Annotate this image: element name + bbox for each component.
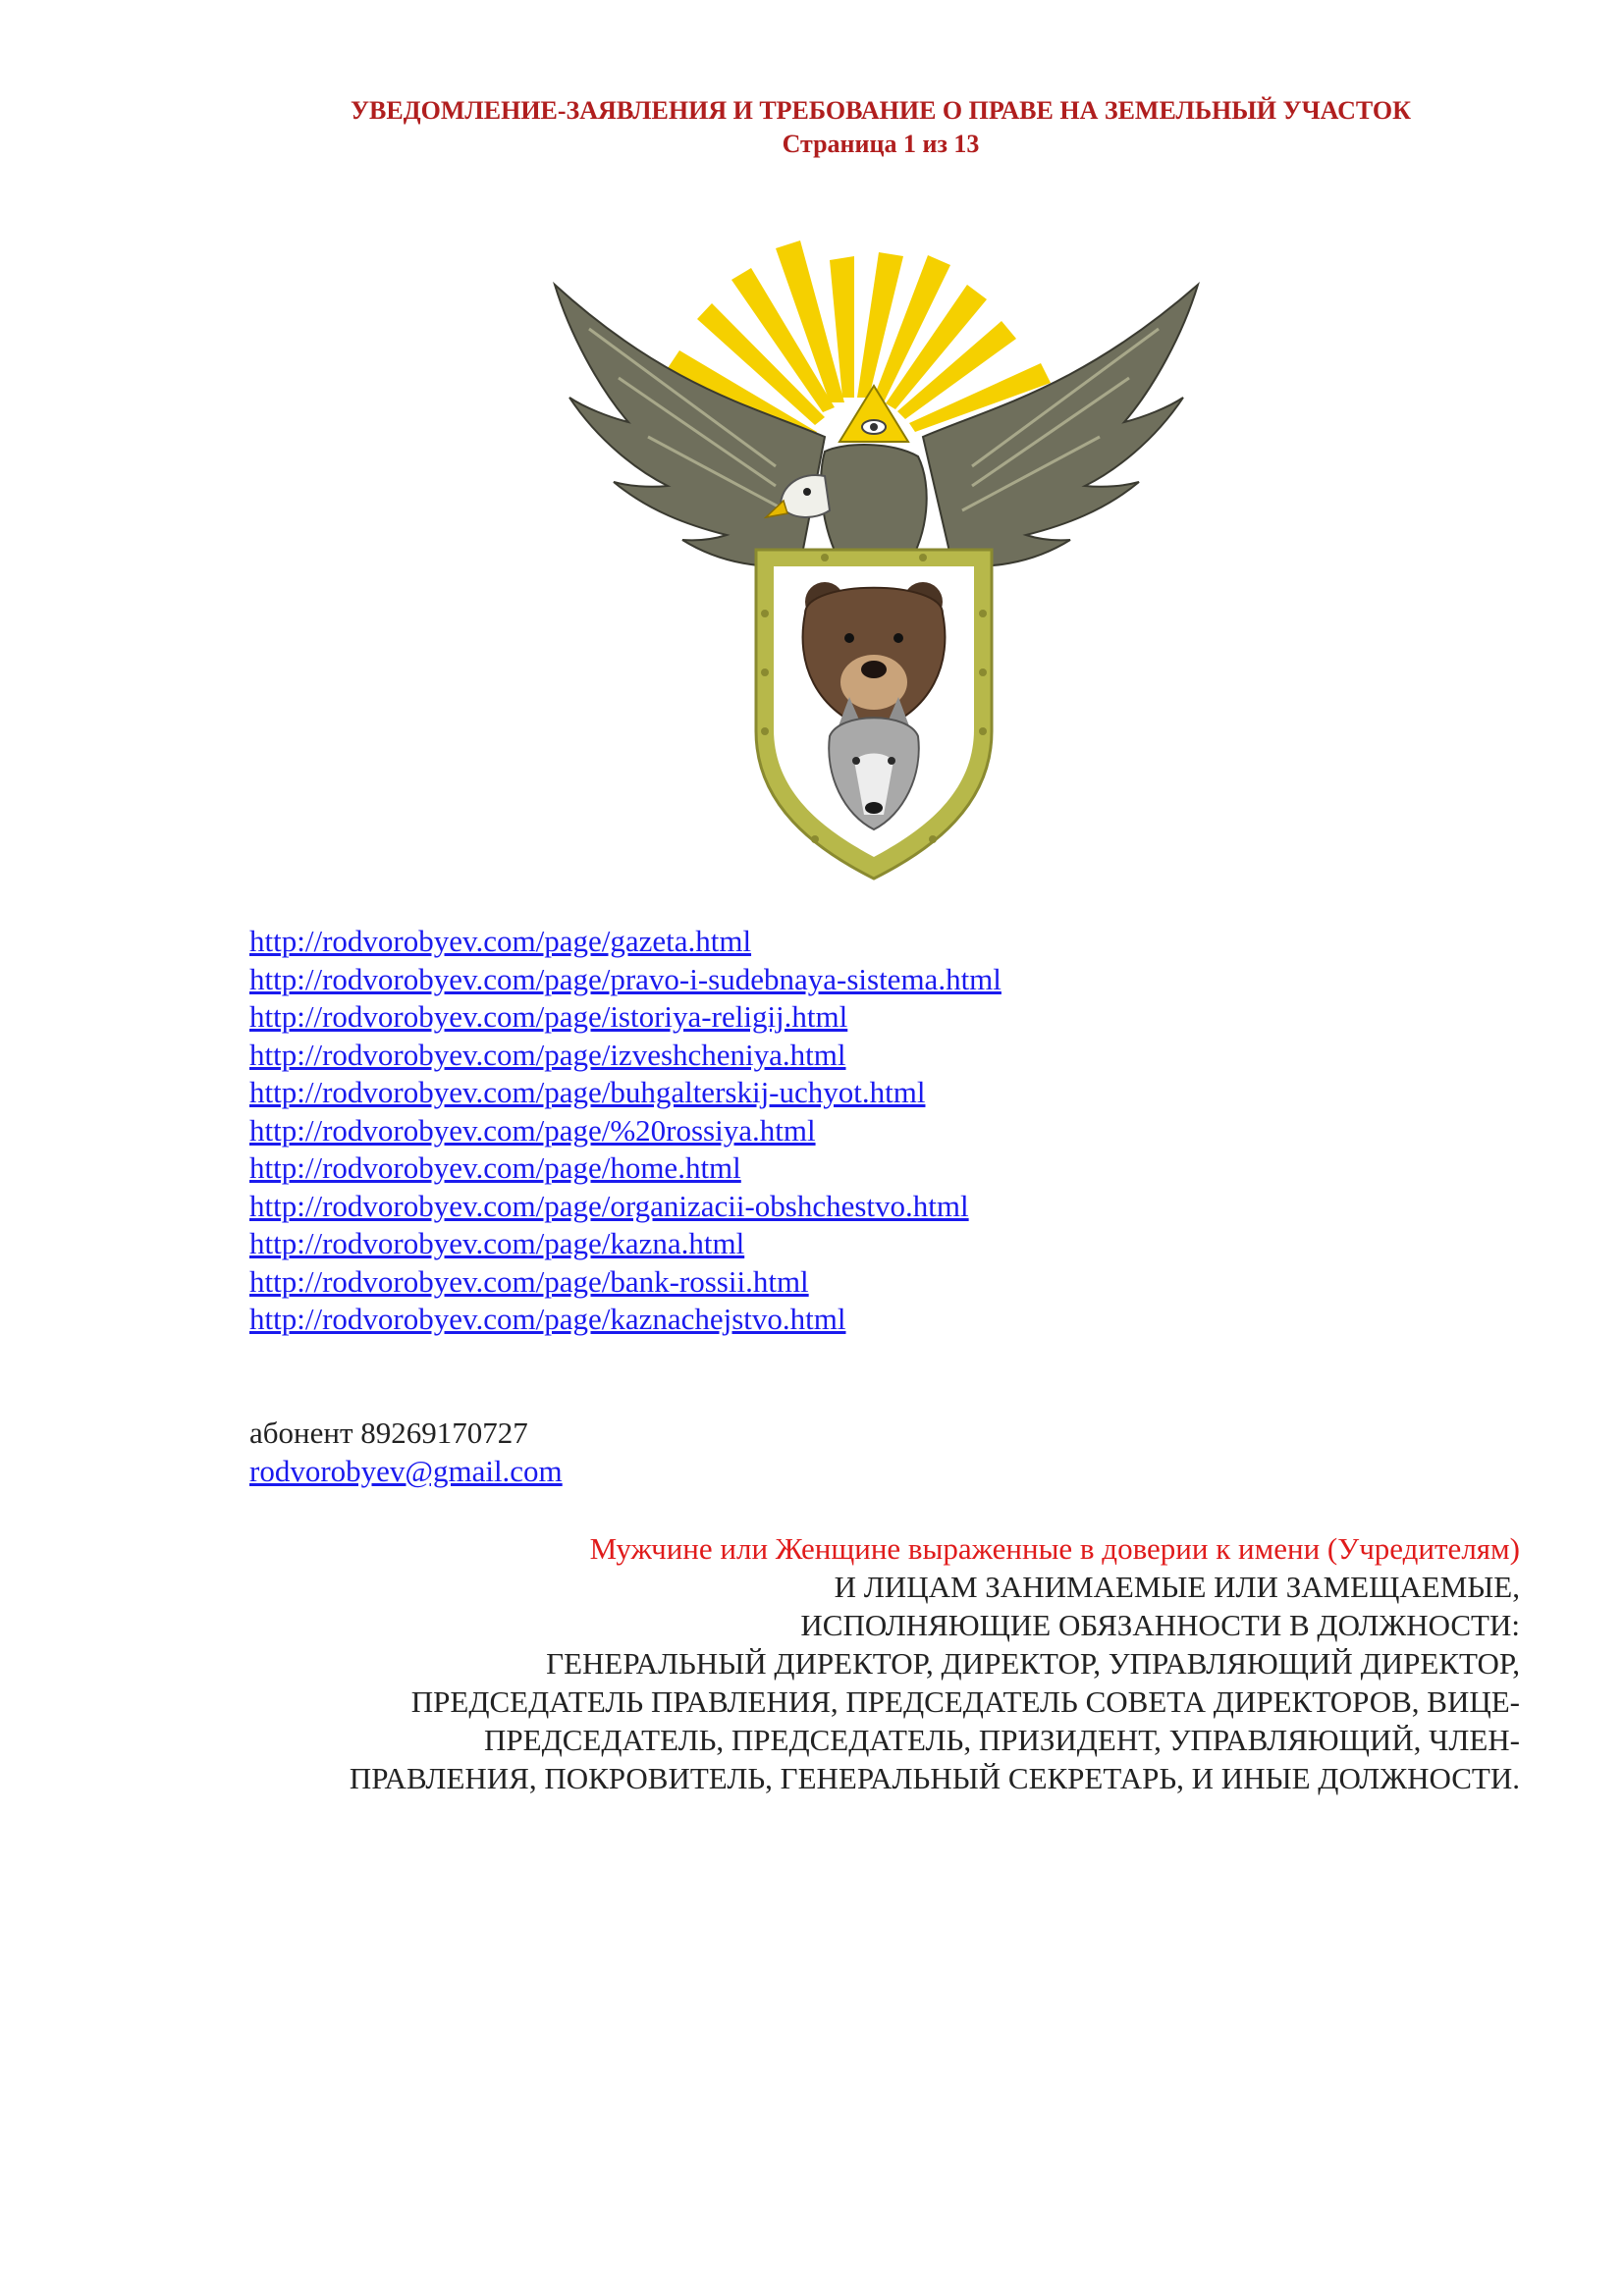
email-link[interactable]: rodvorobyev@gmail.com bbox=[249, 1453, 563, 1488]
link-istoriya-religij[interactable]: http://rodvorobyev.com/page/istoriya-religij.html bbox=[249, 999, 848, 1034]
link-bank-rossii[interactable]: http://rodvorobyev.com/page/bank-rossii.html bbox=[249, 1263, 809, 1299]
link-kazna[interactable]: http://rodvorobyev.com/page/kazna.html bbox=[249, 1226, 745, 1260]
link-rossiya[interactable]: http://rodvorobyev.com/page/%20rossiya.html bbox=[249, 1112, 816, 1148]
contact-block bbox=[249, 1415, 563, 1490]
link-izveshcheniya[interactable]: http://rodvorobyev.com/page/izveshcheniya.html bbox=[249, 1037, 846, 1072]
addressee-line-3: ИСПОЛНЯЮЩИЕ ОБЯЗАННОСТИ В ДОЛЖНОСТИ: bbox=[800, 1608, 1520, 1642]
link-pravo-i-sudebnaya-sistema[interactable]: http://rodvorobyev.com/page/pravo-i-sudebnaya-sistema.html bbox=[249, 961, 1001, 996]
addressee-line-1: Мужчине или Женщине выраженные в доверии к имени (Учредителям) bbox=[589, 1531, 1520, 1566]
addressee-line-7: ПРАВЛЕНИЯ, ПОКРОВИТЕЛЬ, ГЕНЕРАЛЬНЫЙ СЕКРЕТАРЬ, И ИНЫЕ ДОЛЖНОСТИ. bbox=[349, 1761, 1520, 1795]
document-title: УВЕДОМЛЕНИЕ-ЗАЯВЛЕНИЯ И ТРЕБОВАНИЕ О ПРАВЕ НА ЗЕМЕЛЬНЫЙ УЧАСТОК bbox=[350, 96, 1412, 125]
addressee-block bbox=[145, 1529, 1520, 1797]
link-kaznachejstvo[interactable]: http://rodvorobyev.com/page/kaznachejstvo.html bbox=[249, 1302, 846, 1336]
addressee-line-4: ГЕНЕРАЛЬНЫЙ ДИРЕКТОР, ДИРЕКТОР, УПРАВЛЯЮЩИЙ ДИРЕКТОР, bbox=[546, 1646, 1520, 1681]
phone-number: абонент 89269170727 bbox=[249, 1415, 528, 1450]
link-buhgalterskij-uchyot[interactable]: http://rodvorobyev.com/page/buhgalterskij-uchyot.html bbox=[249, 1075, 926, 1109]
document-header bbox=[0, 94, 1624, 161]
addressee-line-2: И ЛИЦАМ ЗАНИМАЕМЫЕ ИЛИ ЗАМЕЩАЕМЫЕ, bbox=[834, 1570, 1520, 1604]
page-indicator: Страница 1 из 13 bbox=[782, 129, 980, 158]
right-wing-icon bbox=[923, 285, 1198, 566]
eagle-bear-wolf-shield-emblem-icon bbox=[530, 240, 1218, 893]
link-gazeta[interactable]: http://rodvorobyev.com/page/gazeta.html bbox=[249, 924, 752, 958]
addressee-line-6: ПРЕДСЕДАТЕЛЬ, ПРЕДСЕДАТЕЛЬ, ПРИЗИДЕНТ, УПРАВЛЯЮЩИЙ, ЧЛЕН- bbox=[484, 1723, 1520, 1757]
addressee-line-5: ПРЕДСЕДАТЕЛЬ ПРАВЛЕНИЯ, ПРЕДСЕДАТЕЛЬ СОВЕТА ДИРЕКТОРОВ, ВИЦЕ- bbox=[410, 1684, 1520, 1719]
link-home[interactable]: http://rodvorobyev.com/page/home.html bbox=[249, 1150, 741, 1185]
link-organizacii-obshchestvo[interactable]: http://rodvorobyev.com/page/organizacii-obshchestvo.html bbox=[249, 1188, 969, 1223]
links-list bbox=[249, 923, 1231, 1339]
